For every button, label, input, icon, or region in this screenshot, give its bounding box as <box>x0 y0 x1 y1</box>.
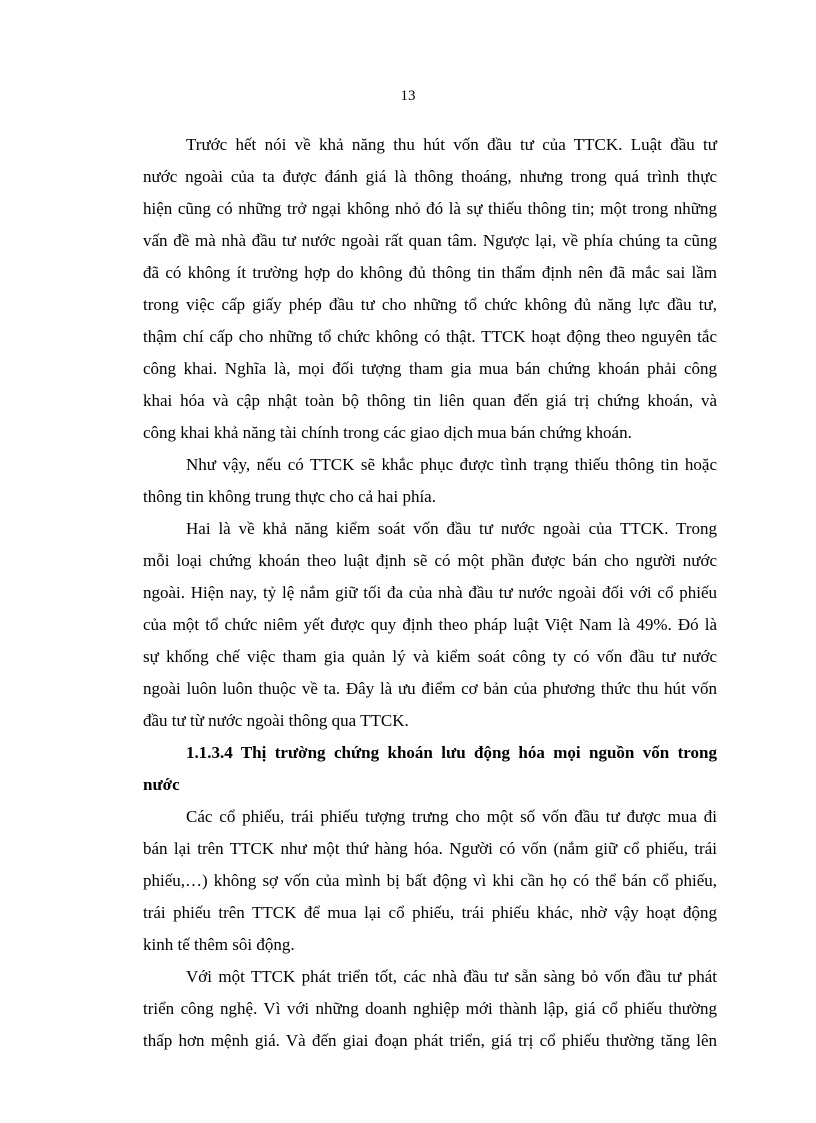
section-heading: 1.1.3.4 Thị trường chứng khoán lưu động hóa mọi nguồn vốn trong <box>186 743 717 762</box>
paragraph-line: bán lại trên TTCK như một thứ hàng hóa. Người có vốn (nắm giữ cổ phiếu, trái <box>143 839 717 858</box>
paragraph-line: nước ngoài của ta được đánh giá là thông thoáng, nhưng trong quá trình thực <box>143 167 717 186</box>
paragraph-line: sự khống chế việc tham gia quản lý và kiểm soát công ty có vốn đầu tư nước <box>143 647 717 666</box>
paragraph-line: hiện cũng có những trở ngại không nhỏ đó là sự thiếu thông tin; một trong những <box>143 199 717 218</box>
paragraph-line: Như vậy, nếu có TTCK sẽ khắc phục được tình trạng thiếu thông tin hoặc <box>186 455 717 474</box>
paragraph-line: công khai. Nghĩa là, mọi đối tượng tham gia mua bán chứng khoán phải công <box>143 359 717 378</box>
paragraph-line: thậm chí cấp cho những tổ chức không có thật. TTCK hoạt động theo nguyên tắc <box>143 327 717 346</box>
paragraph-line: kinh tế thêm sôi động. <box>143 935 295 954</box>
page-number: 13 <box>400 88 416 104</box>
paragraph-line: vấn đề mà nhà đầu tư nước ngoài rất quan tâm. Ngược lại, về phía chúng ta cũng <box>143 231 717 250</box>
paragraph-line: Với một TTCK phát triển tốt, các nhà đầu tư sẵn sàng bỏ vốn đầu tư phát <box>186 967 717 986</box>
paragraph-line: ngoài luôn luôn thuộc về ta. Đây là ưu điểm cơ bản của phương thức thu hút vốn <box>143 679 717 698</box>
paragraph-line: ngoài. Hiện nay, tỷ lệ nắm giữ tối đa của nhà đầu tư nước ngoài đối với cổ phiếu <box>143 583 717 602</box>
paragraph-line: Trước hết nói về khả năng thu hút vốn đầu tư của TTCK. Luật đầu tư <box>186 135 717 154</box>
paragraph-line: phiếu,…) không sợ vốn của mình bị bất động vì khi cần họ có thể bán cổ phiếu, <box>143 871 717 890</box>
paragraph-line: công khai khả năng tài chính trong các giao dịch mua bán chứng khoán. <box>143 423 632 442</box>
paragraph-line: của một tổ chức niêm yết được quy định theo pháp luật Việt Nam là 49%. Đó là <box>143 615 717 634</box>
document-body <box>143 129 717 1057</box>
paragraph-line: đầu tư từ nước ngoài thông qua TTCK. <box>143 711 409 730</box>
paragraph-line: thấp hơn mệnh giá. Và đến giai đoạn phát triển, giá trị cổ phiếu thường tăng lên <box>143 1031 717 1050</box>
paragraph-line: Các cổ phiếu, trái phiếu tượng trưng cho một số vốn đầu tư được mua đi <box>186 807 717 826</box>
paragraph-line: mỗi loại chứng khoán theo luật định sẽ có một phần được bán cho người nước <box>143 551 717 570</box>
paragraph-line: đã có không ít trường hợp do không đủ thông tin thẩm định nên đã mắc sai lầm <box>143 263 717 282</box>
paragraph-line: trong việc cấp giấy phép đầu tư cho những tổ chức không đủ năng lực đầu tư, <box>143 295 717 314</box>
paragraph-line: Hai là về khả năng kiểm soát vốn đầu tư nước ngoài của TTCK. Trong <box>186 519 717 538</box>
paragraph-line: triển công nghệ. Vì với những doanh nghiệp mới thành lập, giá cổ phiếu thường <box>143 999 717 1018</box>
paragraph-line: khai hóa và cập nhật toàn bộ thông tin liên quan đến giá trị chứng khoán, và <box>143 391 717 410</box>
paragraph-line: trái phiếu trên TTCK để mua lại cổ phiếu, trái phiếu khác, nhờ vậy hoạt động <box>143 903 717 922</box>
section-heading-continuation: nước <box>143 775 180 794</box>
paragraph-line: thông tin không trung thực cho cả hai phía. <box>143 487 436 506</box>
